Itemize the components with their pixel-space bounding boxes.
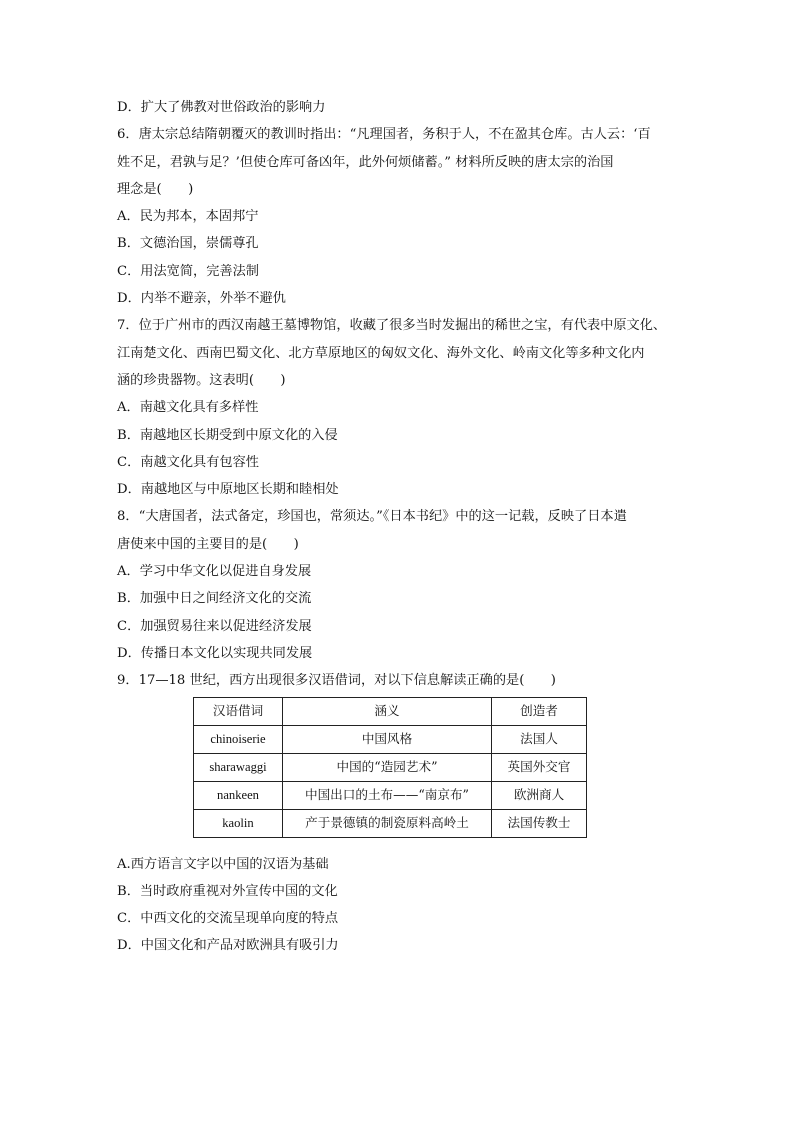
question-8 [117, 503, 687, 667]
table-cell: nankeen [194, 781, 283, 809]
table-cell: 中国出口的土布——“南京布” [283, 781, 492, 809]
table-row [194, 781, 587, 809]
q8-stem-line: 8．“大唐国者，法式备定，珍国也，常须达。”《日本书纪》中的这一记载，反映了日本遣 [117, 509, 627, 525]
q9-option-d: D．中国文化和产品对欧洲具有吸引力 [117, 938, 339, 954]
question-7 [117, 312, 687, 503]
table-header-cell: 涵义 [283, 697, 492, 725]
table-row [194, 725, 587, 753]
q9-option-c: C．中西文化的交流呈现单向度的特点 [117, 911, 339, 927]
table-cell: 英国外交官 [492, 753, 587, 781]
q6-option-a: A．民为邦本，本固邦宁 [117, 209, 259, 225]
q6-stem-line: 理念是( ) [117, 181, 194, 197]
q8-option-d: D．传播日本文化以实现共同发展 [117, 645, 313, 661]
q7-option-b: B．南越地区长期受到中原文化的入侵 [117, 427, 338, 443]
q7-stem-line: 涵的珍贵器物。这表明( ) [117, 372, 286, 388]
q7-stem-line: 江南楚文化、西南巴蜀文化、北方草原地区的匈奴文化、海外文化、岭南文化等多种文化内 [117, 345, 645, 361]
q7-option-d: D．南越地区与中原地区长期和睦相处 [117, 482, 339, 498]
question-6 [117, 121, 687, 312]
q9-stem: 9．17—18 世纪，西方出现很多汉语借词，对以下信息解读正确的是( ) [117, 673, 556, 689]
table-cell: 法国人 [492, 725, 587, 753]
q6-stem-line: 6．唐太宗总结隋朝覆灭的教训时指出：“凡理国者，务积于人，不在盈其仓库。古人云：‘百 [117, 127, 651, 143]
table-cell: 中国的“造园艺术” [283, 753, 492, 781]
loanword-table-wrap [117, 695, 687, 851]
table-cell: kaolin [194, 809, 283, 837]
table-header-cell: 汉语借词 [194, 697, 283, 725]
q8-option-c: C．加强贸易往来以促进经济发展 [117, 618, 312, 634]
q9-option-b: B．当时政府重视对外宣传中国的文化 [117, 883, 338, 899]
table-cell: 法国传教士 [492, 809, 587, 837]
table-cell: 欧洲商人 [492, 781, 587, 809]
q6-stem-line: 姓不足，君孰与足？’但使仓库可备凶年，此外何烦储蓄。” 材料所反映的唐太宗的治国 [117, 154, 614, 170]
table-cell: 中国风格 [283, 725, 492, 753]
q8-option-b: B．加强中日之间经济文化的交流 [117, 591, 312, 607]
table-cell: sharawaggi [194, 753, 283, 781]
q7-option-c: C．南越文化具有包容性 [117, 454, 259, 470]
q5-option-d: D．扩大了佛教对世俗政治的影响力 [117, 100, 326, 115]
q6-option-d: D．内举不避亲，外举不避仇 [117, 291, 286, 307]
table-cell: 产于景德镇的制瓷原料高岭土 [283, 809, 492, 837]
table-cell: chinoiserie [194, 725, 283, 753]
q9-option-a: A.西方语言文字以中国的汉语为基础 [117, 856, 329, 872]
loanword-table [193, 697, 587, 838]
q7-option-a: A．南越文化具有多样性 [117, 400, 259, 416]
table-row [194, 753, 587, 781]
exam-page [117, 94, 687, 960]
table-header-cell: 创造者 [492, 697, 587, 725]
table-row [194, 809, 587, 837]
q7-stem-line: 7．位于广州市的西汉南越王墓博物馆，收藏了很多当时发掘出的稀世之宝，有代表中原文化、 [117, 318, 667, 334]
question-9 [117, 667, 687, 959]
q6-option-c: C．用法宽简，完善法制 [117, 263, 259, 279]
q8-stem-line: 唐使来中国的主要目的是( ) [117, 536, 299, 552]
q8-option-a: A．学习中华文化以促进自身发展 [117, 564, 312, 580]
table-header-row [194, 697, 587, 725]
q6-option-b: B．文德治国，崇儒尊孔 [117, 236, 259, 252]
